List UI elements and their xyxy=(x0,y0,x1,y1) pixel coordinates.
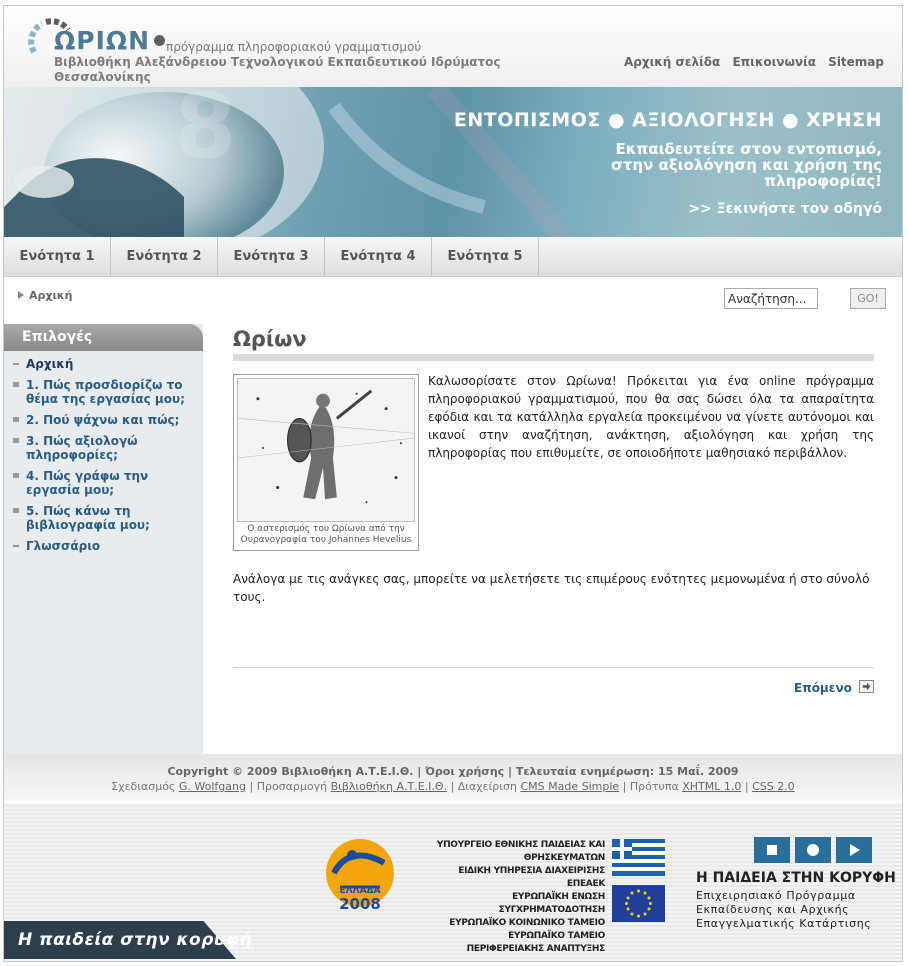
sidebar-item-write[interactable] xyxy=(13,469,193,497)
ministry-line: ΕΥΡΩΠΑΪΚΟ ΤΑΜΕΙΟ ΠΕΡΙΦΕΡΕΙΑΚΗΣ ΑΝΑΠΤΥΞΗΣ xyxy=(466,931,605,954)
ministry-line: ΕΥΡΩΠΑΪΚΗ ΕΝΩΣΗ xyxy=(512,892,605,902)
page-title: Ωρίων xyxy=(233,327,307,351)
tab-section-5[interactable]: Ενότητα 5 xyxy=(432,237,539,277)
pedia-subtitle: Επιχειρησιακό Πρόγραμμα Εκπαίδευσης και Αρχικής Επαγγελματικής Κατάρτισης xyxy=(696,889,872,930)
site-footer xyxy=(4,754,902,800)
square-bullet-icon xyxy=(13,508,19,513)
sidebar-item-evaluate[interactable] xyxy=(13,434,193,462)
sidebar-item-label: 5. Πώς κάνω τη βιβλιογραφία μου; xyxy=(26,504,150,532)
sidebar-item-label: 3. Πώς αξιολογώ πληροφορίες; xyxy=(26,434,138,462)
search-go-button[interactable]: GO! xyxy=(850,288,886,309)
tab-section-4[interactable]: Ενότητα 4 xyxy=(325,237,432,277)
figure-caption: Ο αστερισμός του Ωρίωνα από την Ουρανογραφία του Johannes Hevelius xyxy=(240,524,412,545)
cms-link[interactable]: CMS Made Simple xyxy=(520,780,620,793)
css-link[interactable]: CSS 2.0 xyxy=(752,780,795,793)
tab-section-1[interactable]: Ενότητα 1 xyxy=(4,237,111,277)
page-frame xyxy=(3,5,903,962)
orion-constellation-image xyxy=(237,378,415,522)
nav-contact-link[interactable]: Επικοινωνία xyxy=(732,55,816,69)
logo-text: ΩΡΙΩΝ xyxy=(54,26,151,55)
xhtml-link[interactable]: XHTML 1.0 xyxy=(682,780,742,793)
standards-label: Πρότυπα xyxy=(629,780,679,793)
sponsor-band xyxy=(4,803,902,961)
sidebar-item-search[interactable] xyxy=(13,413,193,427)
dash-bullet-icon xyxy=(13,363,19,365)
orion-figure xyxy=(233,374,419,551)
play-icon xyxy=(836,837,872,863)
breadcrumb xyxy=(18,289,72,302)
credits-line: Σχεδιασμός G. Wolfgang | Προσαρμογή Βιβλιοθήκη Α.Τ.Ε.Ι.Θ. | Διαχείριση CMS Made Simple | Πρότυπα XHTML 1.0 | CSS 2.0 xyxy=(111,780,795,793)
svg-text:8: 8 xyxy=(174,87,237,179)
breadcrumb-home[interactable]: Αρχική xyxy=(29,289,73,302)
record-icon xyxy=(795,837,831,863)
logo-wordmark[interactable] xyxy=(54,26,165,55)
next-arrow-icon[interactable] xyxy=(859,680,874,693)
title-divider xyxy=(233,354,874,361)
breadcrumb-arrow-icon xyxy=(18,291,24,299)
next-page-link[interactable]: Επόμενο xyxy=(794,681,852,695)
section-tabs xyxy=(4,237,902,277)
banner-title: ΕΝΤΟΠΙΣΜΟΣ ● ΑΞΙΟΛΟΓΗΣΗ ● ΧΡΗΣΗ xyxy=(453,109,882,131)
design-label: Σχεδιασμός xyxy=(111,780,176,793)
banner-text: Εκπαιδευτείτε στον εντοπισμό, στην αξιολόγηση και χρήση της πληροφορίας! xyxy=(611,140,882,190)
content-divider xyxy=(233,667,874,668)
ministry-credits xyxy=(430,839,605,956)
eu-flag-icon xyxy=(612,885,665,922)
media-buttons xyxy=(754,837,872,863)
start-guide-link[interactable]: >> Ξεκινήστε τον οδηγό xyxy=(688,201,882,217)
intro-paragraph: Καλωσορίσατε στον Ωρίωνα! Πρόκειται για ένα online πρόγραμμα πληροφοριακού γραμματισμού, που θα σας δώσει όλα τα απαραίτητα εφόδια και τα κατάλληλα εργαλεία προκειμένου να γίνετε αυτόνομοι και ικανοί στην αναζήτηση, ανάκτηση, αξιολόγηση και χρήση της πληροφορίας που επιθυμείτε, σε οποιοδήποτε μαθησιακό περιβάλλον. xyxy=(428,374,874,460)
greece-2008-logo xyxy=(304,833,416,925)
hero-banner xyxy=(4,87,902,237)
square-bullet-icon xyxy=(13,438,19,443)
ministry-line: ΥΠΟΥΡΓΕΙΟ ΕΘΝΙΚΗΣ ΠΑΙΔΕΙΑΣ ΚΑΙ ΘΡΗΣΚΕΥΜΑΤΩΝ xyxy=(436,840,605,863)
sidebar-item-label: 1. Πώς προσδιορίζω το θέμα της εργασίας μου; xyxy=(26,378,185,406)
logo-country-text: ΕΛΛΑΔΑ xyxy=(339,886,381,896)
sidebar-menu xyxy=(13,357,193,560)
sidebar-item-label: Αρχική xyxy=(26,357,74,371)
sidebar-item-label: 4. Πώς γράφω την εργασία μου; xyxy=(26,469,149,497)
ministry-line: ΣΥΓΧΡΗΜΑΤΟΔΟΤΗΣΗ xyxy=(498,905,605,915)
sidebar-item-topic[interactable] xyxy=(13,378,193,406)
logo-tagline: πρόγραμμα πληροφοριακού γραμματισμού xyxy=(166,40,422,54)
sidebar-heading: Επιλογές xyxy=(4,324,203,351)
adapt-label: Προσαρμογή xyxy=(256,780,328,793)
designer-link[interactable]: G. Wolfgang xyxy=(178,780,246,793)
library-link[interactable]: Βιβλιοθήκη Α.Τ.Ε.Ι.Θ. xyxy=(330,780,448,793)
logo-dot-icon xyxy=(154,35,165,46)
ministry-line: ΕΙΔΙΚΗ ΥΠΗΡΕΣΙΑ ΔΙΑΧΕΙΡΙΣΗΣ ΕΠΕΑΕΚ xyxy=(458,866,605,889)
pedia-title: Η ΠΑΙΔΕΙΑ ΣΤΗΝ ΚΟΡΥΦΗ xyxy=(696,870,896,886)
dash-bullet-icon xyxy=(13,545,19,547)
square-bullet-icon xyxy=(13,382,19,387)
tab-section-3[interactable]: Ενότητα 3 xyxy=(218,237,325,277)
sidebar-item-label: 2. Πού ψάχνω και πώς; xyxy=(26,413,180,427)
admin-label: Διαχείριση xyxy=(457,780,517,793)
stop-icon xyxy=(754,837,790,863)
copyright-line: Copyright © 2009 Βιβλιοθήκη Α.Τ.Ε.Ι.Θ. | Όροι χρήσης | Τελευταία ενημέρωση: 15 Μαΐ. 2009 xyxy=(167,765,739,778)
greek-flag-icon xyxy=(612,839,665,876)
sidebar-item-bibliography[interactable] xyxy=(13,504,193,532)
sections-paragraph: Ανάλογα με τις ανάγκες σας, μπορείτε να μελετήσετε τις επιμέρους ενότητες μεμονωμένα ή στο σύνολό τους. xyxy=(233,572,870,604)
sidebar-item-home[interactable] xyxy=(13,357,193,371)
tab-section-2[interactable]: Ενότητα 2 xyxy=(111,237,218,277)
search-input[interactable] xyxy=(724,288,818,309)
library-name: Βιβλιοθήκη Αλεξάνδρειου Τεχνολογικού Εκπαιδευτικού Ιδρύματος Θεσσαλονίκης xyxy=(54,55,501,84)
sidebar-item-glossary[interactable] xyxy=(13,539,193,553)
slogan-text: Η παιδεία στην κορυφή xyxy=(18,930,253,950)
logo-year-text: 2008 xyxy=(339,895,381,913)
sidebar-item-label: Γλωσσάριο xyxy=(26,539,101,553)
site-header xyxy=(4,6,902,87)
square-bullet-icon xyxy=(13,473,19,478)
ministry-line: ΕΥΡΩΠΑΪΚΟ ΚΟΙΝΩΝΙΚΟ ΤΑΜΕΙΟ xyxy=(449,918,605,928)
nav-home-link[interactable]: Αρχική σελίδα xyxy=(623,55,721,69)
nav-sitemap-link[interactable]: Sitemap xyxy=(828,55,884,69)
sidebar xyxy=(4,324,203,754)
square-bullet-icon xyxy=(13,417,19,422)
top-nav xyxy=(616,55,884,69)
